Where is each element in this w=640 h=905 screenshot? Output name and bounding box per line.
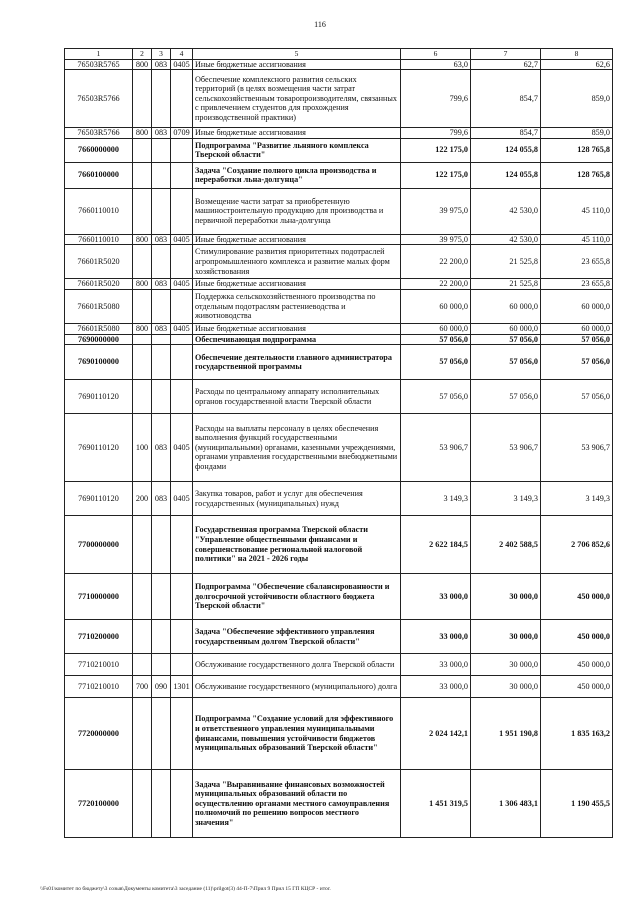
table-row [65, 323, 613, 334]
row-department-code: 083 [152, 59, 171, 70]
row-name: Подпрограмма "Обеспечение сбалансированности и долгосрочной устойчивости областного бюджета Тверской области" [193, 574, 401, 620]
row-code: 76503R5766 [65, 128, 133, 139]
table-row [65, 234, 613, 245]
table-row [65, 289, 613, 323]
row-department-code: 083 [152, 128, 171, 139]
row-value-col6: 33 000,0 [401, 620, 471, 654]
row-expense-type [133, 620, 152, 654]
row-value-col8: 450 000,0 [541, 574, 613, 620]
row-value-col6: 2 024 142,1 [401, 698, 471, 770]
row-section-code [171, 245, 193, 279]
row-section-code: 0405 [171, 234, 193, 245]
row-code: 7690110120 [65, 380, 133, 414]
row-value-col7: 21 525,8 [471, 245, 541, 279]
row-value-col6: 57 056,0 [401, 380, 471, 414]
row-value-col7: 124 055,8 [471, 162, 541, 188]
row-name: Задача "Обеспечение эффективного управления государственным долгом Тверской области" [193, 620, 401, 654]
row-value-col7: 57 056,0 [471, 380, 541, 414]
row-value-col6: 39 975,0 [401, 188, 471, 234]
row-code: 7690110120 [65, 414, 133, 482]
row-department-code [152, 654, 171, 676]
row-value-col6: 60 000,0 [401, 289, 471, 323]
table-row [65, 334, 613, 345]
row-value-col7: 30 000,0 [471, 620, 541, 654]
row-expense-type [133, 162, 152, 188]
row-section-code: 0405 [171, 482, 193, 516]
row-code: 7660000000 [65, 138, 133, 162]
row-section-code [171, 70, 193, 128]
row-code: 7660110010 [65, 188, 133, 234]
table-row [65, 162, 613, 188]
row-name: Иные бюджетные ассигнования [193, 323, 401, 334]
row-value-col6: 799,6 [401, 128, 471, 139]
row-value-col8: 23 655,8 [541, 279, 613, 290]
row-value-col6: 33 000,0 [401, 654, 471, 676]
row-value-col8: 53 906,7 [541, 414, 613, 482]
row-value-col6: 60 000,0 [401, 323, 471, 334]
column-number: 8 [541, 49, 613, 60]
row-name: Обеспечивающая подпрограмма [193, 334, 401, 345]
row-code: 7690000000 [65, 334, 133, 345]
row-value-col7: 1 951 190,8 [471, 698, 541, 770]
row-department-code [152, 162, 171, 188]
row-name: Государственная программа Тверской области "Управление общественными финансами и совершенствование региональной налоговой политики" на 2021 - 2026 годы [193, 516, 401, 574]
table-row [65, 188, 613, 234]
row-value-col7: 60 000,0 [471, 289, 541, 323]
row-expense-type [133, 516, 152, 574]
row-expense-type [133, 380, 152, 414]
row-department-code [152, 380, 171, 414]
row-expense-type [133, 188, 152, 234]
row-expense-type: 100 [133, 414, 152, 482]
table-row [65, 770, 613, 838]
row-name: Задача "Создание полного цикла производства и переработки льна-долгунца" [193, 162, 401, 188]
table-row [65, 414, 613, 482]
row-name: Обслуживание государственного долга Тверской области [193, 654, 401, 676]
row-value-col8: 57 056,0 [541, 345, 613, 380]
row-expense-type: 800 [133, 234, 152, 245]
row-value-col8: 128 765,8 [541, 138, 613, 162]
row-code: 76503R5765 [65, 59, 133, 70]
row-value-col8: 45 110,0 [541, 188, 613, 234]
row-section-code [171, 620, 193, 654]
row-value-col6: 3 149,3 [401, 482, 471, 516]
row-department-code: 083 [152, 234, 171, 245]
row-department-code [152, 516, 171, 574]
row-value-col8: 57 056,0 [541, 380, 613, 414]
row-code: 76503R5766 [65, 70, 133, 128]
row-section-code: 0405 [171, 414, 193, 482]
row-name: Иные бюджетные ассигнования [193, 128, 401, 139]
row-code: 7690100000 [65, 345, 133, 380]
row-section-code: 0709 [171, 128, 193, 139]
row-department-code [152, 698, 171, 770]
row-department-code: 083 [152, 279, 171, 290]
row-value-col7: 57 056,0 [471, 334, 541, 345]
table-row [65, 516, 613, 574]
row-expense-type [133, 345, 152, 380]
row-code: 7710200000 [65, 620, 133, 654]
row-expense-type: 700 [133, 676, 152, 698]
column-number: 2 [133, 49, 152, 60]
row-expense-type [133, 138, 152, 162]
row-value-col7: 62,7 [471, 59, 541, 70]
row-section-code: 0405 [171, 323, 193, 334]
file-path-footer: \\Fs01\комитет по бюджету\3 созыв\Документы комитета\3 заседание (11)\prilgot(3) 44-П-7\Прил 9 Прил 15 ГП КЦСР - итог. [40, 886, 331, 892]
row-value-col8: 128 765,8 [541, 162, 613, 188]
row-value-col7: 57 056,0 [471, 345, 541, 380]
row-name: Подпрограмма "Создание условий для эффективного и ответственного управления муниципальными финансами, повышения устойчивости бюджетов муниципальных образований Тверской области" [193, 698, 401, 770]
row-department-code [152, 70, 171, 128]
row-value-col6: 122 175,0 [401, 162, 471, 188]
row-value-col8: 859,0 [541, 70, 613, 128]
row-section-code: 0405 [171, 59, 193, 70]
row-section-code [171, 380, 193, 414]
row-value-col6: 22 200,0 [401, 245, 471, 279]
table-row [65, 698, 613, 770]
row-value-col7: 1 306 483,1 [471, 770, 541, 838]
table-row [65, 345, 613, 380]
row-value-col8: 60 000,0 [541, 289, 613, 323]
row-value-col6: 39 975,0 [401, 234, 471, 245]
row-expense-type: 800 [133, 279, 152, 290]
row-section-code [171, 516, 193, 574]
row-expense-type: 800 [133, 128, 152, 139]
row-value-col6: 33 000,0 [401, 676, 471, 698]
row-value-col8: 62,6 [541, 59, 613, 70]
row-expense-type [133, 654, 152, 676]
row-value-col6: 57 056,0 [401, 345, 471, 380]
row-name: Обслуживание государственного (муниципального) долга [193, 676, 401, 698]
row-value-col8: 60 000,0 [541, 323, 613, 334]
row-code: 7660100000 [65, 162, 133, 188]
row-value-col6: 2 622 184,5 [401, 516, 471, 574]
row-value-col7: 30 000,0 [471, 574, 541, 620]
row-expense-type: 800 [133, 59, 152, 70]
row-name: Задача "Выравнивание финансовых возможностей муниципальных образований области по осуществлению органами местного самоуправления полномочий по решению вопросов местного значения" [193, 770, 401, 838]
row-value-col7: 42 530,0 [471, 234, 541, 245]
row-value-col6: 122 175,0 [401, 138, 471, 162]
row-expense-type: 800 [133, 323, 152, 334]
row-name: Поддержка сельскохозяйственного производства по отдельным подотраслям растениеводства и животноводства [193, 289, 401, 323]
row-value-col7: 60 000,0 [471, 323, 541, 334]
row-value-col8: 2 706 852,6 [541, 516, 613, 574]
page-number: 116 [314, 20, 326, 29]
table-row [65, 676, 613, 698]
column-number-row [65, 49, 613, 60]
row-department-code [152, 770, 171, 838]
row-value-col6: 799,6 [401, 70, 471, 128]
row-code: 7710000000 [65, 574, 133, 620]
row-name: Иные бюджетные ассигнования [193, 234, 401, 245]
table-row [65, 128, 613, 139]
row-value-col7: 124 055,8 [471, 138, 541, 162]
row-department-code [152, 245, 171, 279]
column-number: 4 [171, 49, 193, 60]
row-value-col8: 3 149,3 [541, 482, 613, 516]
row-department-code [152, 620, 171, 654]
row-expense-type [133, 334, 152, 345]
table-row [65, 245, 613, 279]
row-value-col6: 33 000,0 [401, 574, 471, 620]
row-section-code [171, 162, 193, 188]
table-row [65, 279, 613, 290]
row-name: Расходы на выплаты персоналу в целях обеспечения выполнения функций государственными (муниципальными) органами, казенными учреждениями, органами управления государственными внебюджетными фондами [193, 414, 401, 482]
row-code: 7700000000 [65, 516, 133, 574]
row-value-col8: 57 056,0 [541, 334, 613, 345]
row-value-col8: 1 190 455,5 [541, 770, 613, 838]
table-row [65, 574, 613, 620]
row-department-code: 083 [152, 323, 171, 334]
row-code: 7710210010 [65, 654, 133, 676]
column-number: 3 [152, 49, 171, 60]
row-department-code [152, 138, 171, 162]
row-expense-type: 200 [133, 482, 152, 516]
row-name: Обеспечение деятельности главного администратора государственной программы [193, 345, 401, 380]
row-value-col7: 30 000,0 [471, 654, 541, 676]
column-number: 5 [193, 49, 401, 60]
row-code: 76601R5020 [65, 245, 133, 279]
row-name: Иные бюджетные ассигнования [193, 59, 401, 70]
row-value-col7: 21 525,8 [471, 279, 541, 290]
row-code: 76601R5080 [65, 289, 133, 323]
row-code: 7720000000 [65, 698, 133, 770]
row-code: 7660110010 [65, 234, 133, 245]
row-value-col6: 57 056,0 [401, 334, 471, 345]
row-section-code [171, 574, 193, 620]
budget-table [64, 48, 613, 838]
row-value-col6: 53 906,7 [401, 414, 471, 482]
row-value-col6: 63,0 [401, 59, 471, 70]
row-value-col8: 23 655,8 [541, 245, 613, 279]
row-value-col8: 1 835 163,2 [541, 698, 613, 770]
row-value-col6: 1 451 319,5 [401, 770, 471, 838]
row-name: Обеспечение комплексного развития сельских территорий (в целях возмещения части затрат сельскохозяйственным товаропроизводителям, связанных с привлечением студентов для прохождения производственной практики) [193, 70, 401, 128]
row-section-code [171, 698, 193, 770]
table-row [65, 482, 613, 516]
row-department-code [152, 334, 171, 345]
table-row [65, 380, 613, 414]
row-value-col7: 42 530,0 [471, 188, 541, 234]
row-code: 7690110120 [65, 482, 133, 516]
row-name: Стимулирование развития приоритетных подотраслей агропромышленного комплекса и развитие малых форм хозяйствования [193, 245, 401, 279]
row-expense-type [133, 698, 152, 770]
row-department-code: 090 [152, 676, 171, 698]
row-section-code [171, 654, 193, 676]
row-section-code [171, 138, 193, 162]
row-value-col7: 2 402 588,5 [471, 516, 541, 574]
row-department-code: 083 [152, 482, 171, 516]
table-row [65, 70, 613, 128]
row-section-code: 1301 [171, 676, 193, 698]
column-number: 1 [65, 49, 133, 60]
row-code: 76601R5080 [65, 323, 133, 334]
table-row [65, 620, 613, 654]
row-department-code: 083 [152, 414, 171, 482]
row-value-col7: 854,7 [471, 70, 541, 128]
row-section-code [171, 345, 193, 380]
row-name: Иные бюджетные ассигнования [193, 279, 401, 290]
row-value-col8: 450 000,0 [541, 676, 613, 698]
table-row [65, 138, 613, 162]
row-department-code [152, 289, 171, 323]
row-section-code [171, 770, 193, 838]
row-expense-type [133, 289, 152, 323]
row-value-col8: 450 000,0 [541, 654, 613, 676]
row-department-code [152, 574, 171, 620]
row-code: 76601R5020 [65, 279, 133, 290]
row-code: 7720100000 [65, 770, 133, 838]
row-value-col7: 30 000,0 [471, 676, 541, 698]
table-row [65, 654, 613, 676]
row-value-col6: 22 200,0 [401, 279, 471, 290]
row-value-col7: 53 906,7 [471, 414, 541, 482]
row-value-col7: 3 149,3 [471, 482, 541, 516]
row-expense-type [133, 574, 152, 620]
row-expense-type [133, 770, 152, 838]
table-row [65, 59, 613, 70]
row-value-col8: 859,0 [541, 128, 613, 139]
row-expense-type [133, 70, 152, 128]
row-code: 7710210010 [65, 676, 133, 698]
row-section-code: 0405 [171, 279, 193, 290]
row-name: Возмещение части затрат за приобретенную машиностроительную продукцию для производства и первичной переработки льна-долгунца [193, 188, 401, 234]
column-number: 7 [471, 49, 541, 60]
row-name: Закупка товаров, работ и услуг для обеспечения государственных (муниципальных) нужд [193, 482, 401, 516]
row-department-code [152, 188, 171, 234]
row-department-code [152, 345, 171, 380]
row-section-code [171, 334, 193, 345]
column-number: 6 [401, 49, 471, 60]
row-section-code [171, 188, 193, 234]
row-value-col7: 854,7 [471, 128, 541, 139]
row-value-col8: 45 110,0 [541, 234, 613, 245]
row-section-code [171, 289, 193, 323]
row-name: Подпрограмма "Развитие льняного комплекса Тверской области" [193, 138, 401, 162]
row-name: Расходы по центральному аппарату исполнительных органов государственной власти Тверской области [193, 380, 401, 414]
row-value-col8: 450 000,0 [541, 620, 613, 654]
row-expense-type [133, 245, 152, 279]
